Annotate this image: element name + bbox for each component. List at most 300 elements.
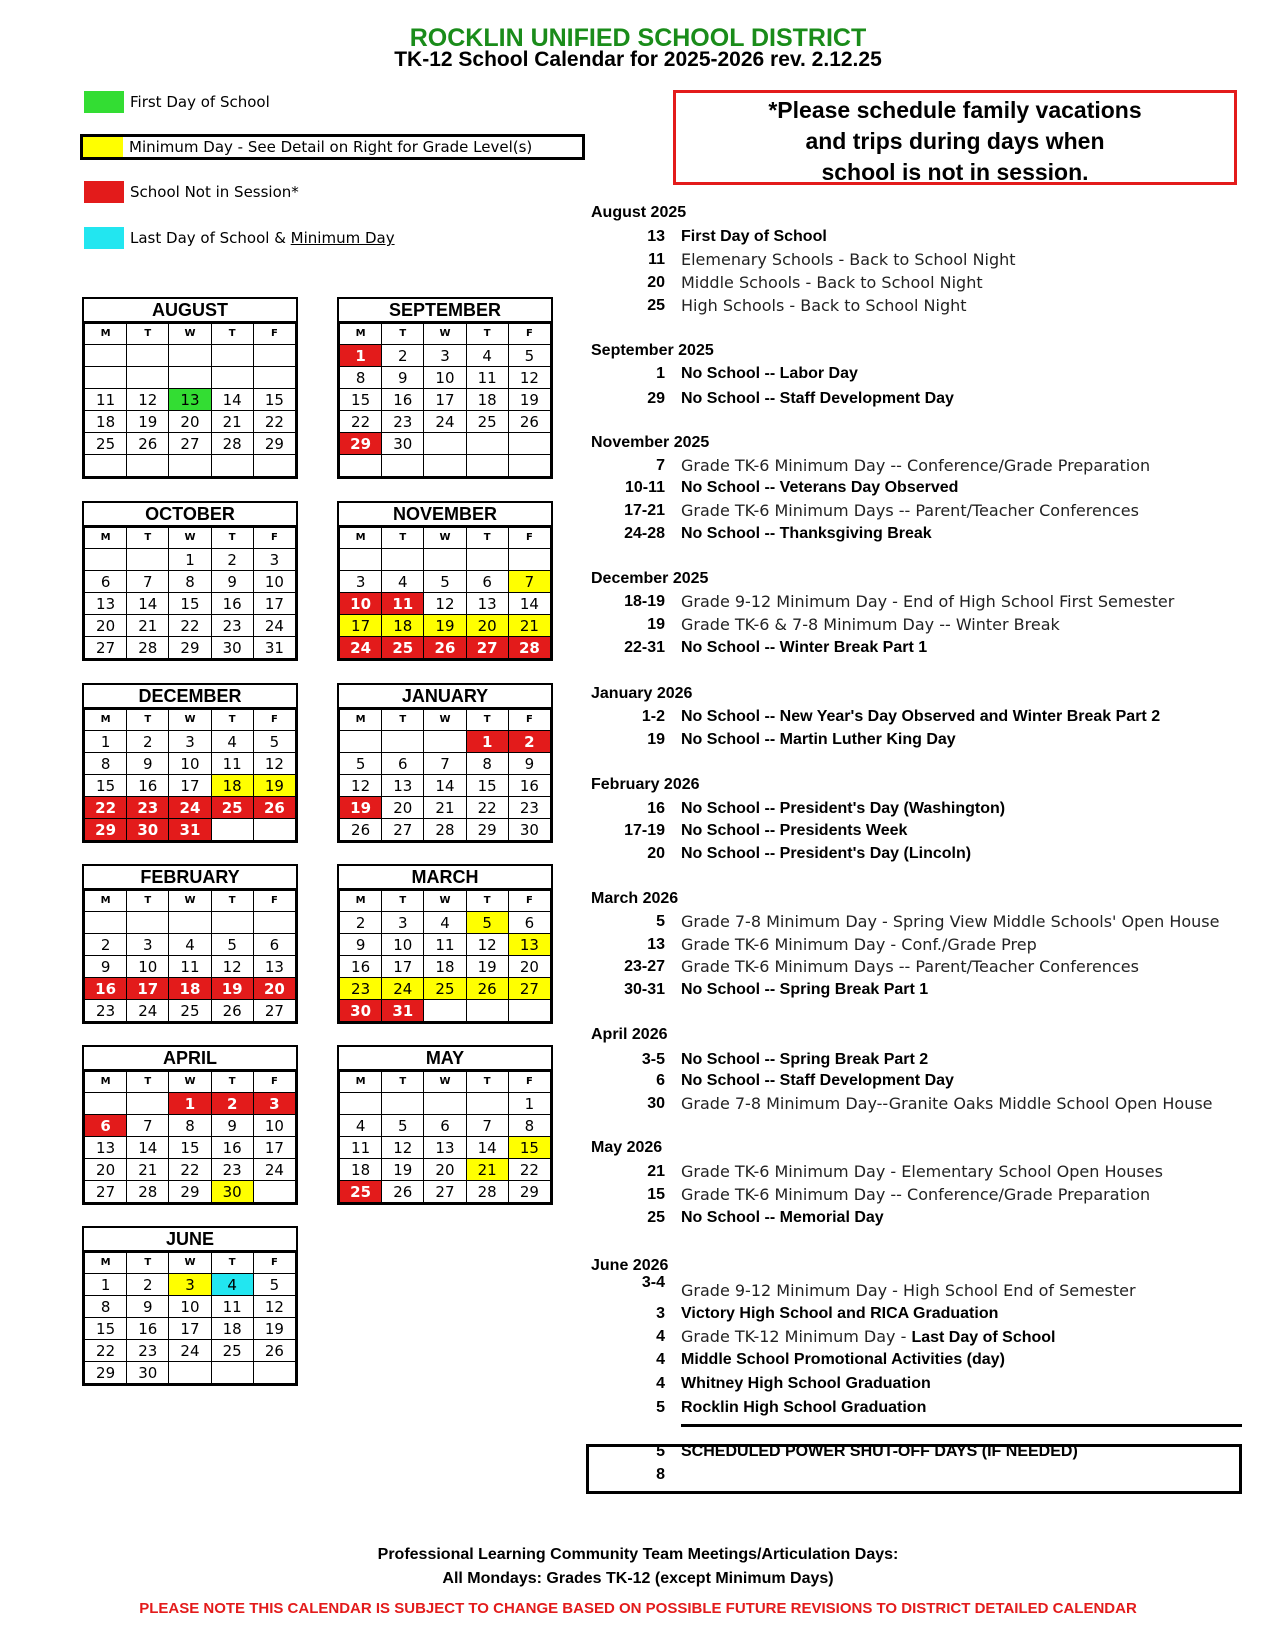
event-row	[591, 1303, 1251, 1325]
day-cell: 7	[127, 571, 169, 593]
day-cell: 28	[424, 819, 466, 841]
event-text: No School -- Staff Development Day	[681, 390, 954, 407]
day-cell: 3	[253, 1093, 295, 1115]
week-row	[85, 1362, 296, 1384]
day-cell: 8	[85, 753, 127, 775]
week-row	[85, 637, 296, 659]
weekday-header: M	[340, 324, 382, 345]
event-text: SCHEDULED POWER SHUT-OFF DAYS (IF NEEDED)	[681, 1443, 1078, 1460]
week-row	[340, 615, 551, 637]
day-cell: 17	[253, 593, 295, 615]
event-month-heading: December 2025	[591, 570, 709, 587]
week-row	[85, 819, 296, 841]
legend-not-in-session-label: School Not in Session*	[130, 183, 299, 201]
day-cell: 1	[169, 549, 211, 571]
day-cell: 9	[85, 956, 127, 978]
empty-day-cell	[85, 912, 127, 934]
calendar-september	[337, 297, 553, 479]
empty-day-cell	[382, 549, 424, 571]
day-cell: 10	[169, 1296, 211, 1318]
day-cell: 4	[424, 912, 466, 934]
day-cell: 22	[253, 411, 295, 433]
day-cell: 24	[169, 797, 211, 819]
event-date: 3-4	[641, 1274, 665, 1291]
day-cell: 30	[508, 819, 550, 841]
empty-day-cell	[127, 455, 169, 477]
event-text: No School -- President's Day (Lincoln)	[681, 845, 972, 862]
week-row	[85, 797, 296, 819]
event-row	[591, 477, 1251, 499]
day-cell: 6	[85, 571, 127, 593]
event-date: 25	[647, 297, 665, 314]
week-row	[85, 411, 296, 433]
week-row	[85, 1093, 296, 1115]
day-cell: 13	[85, 593, 127, 615]
empty-day-cell	[169, 455, 211, 477]
weekday-header: F	[508, 1072, 550, 1093]
day-cell: 15	[340, 389, 382, 411]
day-cell: 26	[382, 1181, 424, 1203]
yellow-swatch	[83, 137, 123, 157]
week-row	[340, 571, 551, 593]
calendar-subtitle: TK-12 School Calendar for 2025-2026 rev. 2.12.25	[394, 48, 882, 71]
day-cell: 25	[211, 797, 253, 819]
weekday-header: T	[382, 891, 424, 912]
empty-day-cell	[85, 345, 127, 367]
event-row	[591, 249, 1251, 271]
day-cell: 22	[85, 797, 127, 819]
day-cell: 17	[169, 775, 211, 797]
day-cell: 17	[169, 1318, 211, 1340]
day-cell: 12	[127, 389, 169, 411]
month-grid	[84, 709, 296, 841]
day-cell: 9	[211, 571, 253, 593]
month-grid	[84, 1071, 296, 1203]
day-cell: 21	[127, 615, 169, 637]
empty-day-cell	[211, 367, 253, 389]
month-grid	[84, 890, 296, 1022]
event-month-heading: June 2026	[591, 1257, 669, 1274]
notice-line-1: *Please schedule family vacations	[768, 97, 1142, 123]
week-row	[340, 1159, 551, 1181]
weekday-header: F	[253, 1253, 295, 1274]
week-row	[85, 1115, 296, 1137]
day-cell: 16	[340, 956, 382, 978]
week-row	[340, 819, 551, 841]
week-row	[340, 934, 551, 956]
day-cell: 10	[382, 934, 424, 956]
day-cell: 29	[85, 819, 127, 841]
day-cell: 14	[127, 593, 169, 615]
event-date: 3-5	[641, 1051, 665, 1068]
event-row	[591, 363, 1251, 385]
day-cell: 27	[382, 819, 424, 841]
empty-day-cell	[340, 549, 382, 571]
event-text: Grade TK-6 Minimum Day - Elementary School Open Houses	[681, 1162, 1163, 1181]
event-date: 29	[647, 390, 665, 407]
day-cell: 14	[508, 593, 550, 615]
day-cell: 2	[85, 934, 127, 956]
day-cell: 4	[382, 571, 424, 593]
week-row	[340, 956, 551, 978]
empty-day-cell	[127, 912, 169, 934]
week-row	[85, 389, 296, 411]
weekday-header: W	[424, 891, 466, 912]
month-name: NOVEMBER	[339, 503, 551, 527]
day-cell: 8	[169, 1115, 211, 1137]
month-grid	[339, 890, 551, 1022]
week-row	[340, 775, 551, 797]
weekday-header: T	[127, 528, 169, 549]
week-row	[85, 571, 296, 593]
day-cell: 16	[211, 593, 253, 615]
empty-day-cell	[253, 345, 295, 367]
calendar-november	[337, 501, 553, 661]
day-cell: 8	[340, 367, 382, 389]
weekday-header: M	[340, 710, 382, 731]
weekday-header: W	[424, 324, 466, 345]
week-row	[340, 1093, 551, 1115]
day-cell: 11	[382, 593, 424, 615]
day-cell: 6	[466, 571, 508, 593]
day-cell: 4	[169, 934, 211, 956]
day-cell: 5	[424, 571, 466, 593]
day-cell: 20	[85, 615, 127, 637]
day-cell: 25	[211, 1340, 253, 1362]
week-row	[340, 1000, 551, 1022]
day-cell: 30	[211, 637, 253, 659]
month-name: FEBRUARY	[84, 866, 296, 890]
day-cell: 1	[508, 1093, 550, 1115]
event-date: 4	[656, 1328, 665, 1345]
month-grid	[339, 1071, 551, 1203]
day-cell: 10	[340, 593, 382, 615]
event-text: Grade TK-6 & 7-8 Minimum Day -- Winter Break	[681, 615, 1060, 634]
day-cell: 25	[424, 978, 466, 1000]
event-row	[591, 295, 1251, 317]
week-row	[85, 1137, 296, 1159]
day-cell: 14	[466, 1137, 508, 1159]
event-row	[591, 1049, 1251, 1071]
event-text: Grade 7-8 Minimum Day - Spring View Middle Schools' Open House	[681, 912, 1220, 931]
weekday-header: M	[85, 324, 127, 345]
weekday-header: T	[127, 1253, 169, 1274]
day-cell: 18	[211, 775, 253, 797]
day-cell: 1	[85, 731, 127, 753]
empty-day-cell	[424, 455, 466, 477]
weekday-header: T	[211, 1253, 253, 1274]
event-date: 19	[647, 616, 665, 633]
empty-day-cell	[508, 1000, 550, 1022]
weekday-header: W	[424, 1072, 466, 1093]
day-cell: 20	[169, 411, 211, 433]
empty-day-cell	[253, 455, 295, 477]
weekday-header: M	[85, 1072, 127, 1093]
day-cell: 27	[466, 637, 508, 659]
day-cell: 12	[466, 934, 508, 956]
day-cell: 11	[169, 956, 211, 978]
day-cell: 28	[508, 637, 550, 659]
empty-day-cell	[466, 455, 508, 477]
empty-day-cell	[424, 433, 466, 455]
week-row	[85, 367, 296, 389]
day-cell: 27	[508, 978, 550, 1000]
event-row	[591, 523, 1251, 545]
day-cell: 12	[340, 775, 382, 797]
day-cell: 29	[340, 433, 382, 455]
week-row	[85, 775, 296, 797]
day-cell: 30	[340, 1000, 382, 1022]
power-shutoff-box	[586, 1444, 1242, 1494]
vacation-notice	[673, 90, 1237, 185]
week-row	[85, 934, 296, 956]
event-text: No School -- Spring Break Part 1	[681, 981, 929, 998]
weekday-header: T	[466, 324, 508, 345]
day-cell: 22	[169, 1159, 211, 1181]
district-title: ROCKLIN UNIFIED SCHOOL DISTRICT	[409, 24, 867, 52]
day-cell: 9	[340, 934, 382, 956]
week-row	[85, 1318, 296, 1340]
empty-day-cell	[508, 433, 550, 455]
day-cell: 19	[253, 1318, 295, 1340]
week-row	[340, 367, 551, 389]
day-cell: 29	[466, 819, 508, 841]
day-cell: 18	[340, 1159, 382, 1181]
event-row	[591, 1161, 1251, 1183]
weekday-header: T	[211, 528, 253, 549]
day-cell: 14	[127, 1137, 169, 1159]
weekday-header: T	[127, 324, 169, 345]
day-cell: 20	[85, 1159, 127, 1181]
legend-last-day	[84, 227, 395, 249]
day-cell: 19	[340, 797, 382, 819]
day-cell: 9	[127, 1296, 169, 1318]
event-date: 8	[656, 1466, 665, 1483]
event-date: 18-19	[624, 593, 665, 610]
day-cell: 26	[508, 411, 550, 433]
day-cell: 15	[508, 1137, 550, 1159]
weekday-header: F	[253, 324, 295, 345]
week-row	[85, 1181, 296, 1203]
week-row	[85, 433, 296, 455]
event-date: 15	[647, 1186, 665, 1203]
week-row	[85, 1159, 296, 1181]
day-cell: 28	[127, 637, 169, 659]
day-cell: 24	[253, 615, 295, 637]
weekday-header: T	[127, 891, 169, 912]
weekday-header: M	[85, 528, 127, 549]
empty-day-cell	[466, 1000, 508, 1022]
week-row	[85, 549, 296, 571]
plc-meetings-detail: All Mondays: Grades TK-12 (except Minimum Days)	[442, 1570, 834, 1587]
event-row	[591, 1184, 1251, 1206]
event-date: 16	[647, 800, 665, 817]
event-text: Middle School Promotional Activities (day)	[681, 1351, 1005, 1368]
empty-day-cell	[253, 912, 295, 934]
weekday-header: T	[466, 710, 508, 731]
day-cell: 16	[85, 978, 127, 1000]
weekday-header: M	[340, 891, 382, 912]
event-date: 22-31	[624, 639, 665, 656]
day-cell: 11	[211, 1296, 253, 1318]
day-cell: 10	[424, 367, 466, 389]
event-row	[591, 1373, 1251, 1395]
day-cell: 10	[253, 1115, 295, 1137]
day-cell: 21	[424, 797, 466, 819]
day-cell: 27	[424, 1181, 466, 1203]
day-cell: 19	[508, 389, 550, 411]
week-row	[85, 1340, 296, 1362]
day-cell: 18	[211, 1318, 253, 1340]
event-date: 25	[647, 1209, 665, 1226]
weekday-header: W	[169, 324, 211, 345]
week-row	[340, 411, 551, 433]
day-cell: 23	[211, 615, 253, 637]
weekday-header: F	[508, 324, 550, 345]
day-cell: 5	[211, 934, 253, 956]
day-cell: 9	[211, 1115, 253, 1137]
event-date: 3	[656, 1305, 665, 1322]
day-cell: 2	[211, 1093, 253, 1115]
day-cell: 29	[169, 1181, 211, 1203]
day-cell: 9	[127, 753, 169, 775]
day-cell: 25	[340, 1181, 382, 1203]
day-cell: 4	[211, 731, 253, 753]
day-cell: 19	[424, 615, 466, 637]
day-cell: 25	[382, 637, 424, 659]
event-text: Grade TK-6 Minimum Days -- Parent/Teacher Conferences	[681, 501, 1139, 520]
calendar-june	[82, 1226, 298, 1386]
week-row	[340, 455, 551, 477]
event-row	[591, 1070, 1251, 1092]
day-cell: 19	[127, 411, 169, 433]
divider-line	[681, 1424, 1242, 1427]
day-cell: 9	[382, 367, 424, 389]
day-cell: 29	[85, 1362, 127, 1384]
month-grid	[339, 709, 551, 841]
red-swatch	[84, 181, 124, 203]
day-cell: 3	[127, 934, 169, 956]
event-text: High Schools - Back to School Night	[681, 296, 967, 315]
event-row	[591, 820, 1251, 842]
legend-last-day-label: Last Day of School & Minimum Day	[130, 229, 395, 247]
weekday-header: W	[169, 1072, 211, 1093]
day-cell: 10	[127, 956, 169, 978]
calendar-march	[337, 864, 553, 1024]
day-cell: 31	[169, 819, 211, 841]
event-date: 13	[647, 936, 665, 953]
weekday-header: T	[466, 891, 508, 912]
day-cell: 6	[508, 912, 550, 934]
day-cell: 23	[382, 411, 424, 433]
weekday-header: T	[127, 1072, 169, 1093]
day-cell: 30	[127, 1362, 169, 1384]
day-cell: 27	[85, 637, 127, 659]
day-cell: 5	[382, 1115, 424, 1137]
empty-day-cell	[211, 912, 253, 934]
day-cell: 24	[127, 1000, 169, 1022]
calendar-october	[82, 501, 298, 661]
day-cell: 3	[253, 549, 295, 571]
weekday-header: M	[340, 528, 382, 549]
event-month-heading: February 2026	[591, 776, 700, 793]
day-cell: 16	[127, 1318, 169, 1340]
weekday-header: W	[169, 1253, 211, 1274]
event-month-heading: January 2026	[591, 685, 693, 702]
empty-day-cell	[340, 731, 382, 753]
event-row	[591, 591, 1251, 613]
event-date: 13	[647, 228, 665, 245]
event-month-heading: March 2026	[591, 890, 679, 907]
week-row	[85, 455, 296, 477]
empty-day-cell	[211, 455, 253, 477]
day-cell: 23	[508, 797, 550, 819]
day-cell: 15	[169, 593, 211, 615]
weekday-header: T	[127, 710, 169, 731]
cyan-swatch	[84, 227, 124, 249]
week-row	[85, 731, 296, 753]
month-name: JANUARY	[339, 685, 551, 709]
day-cell: 2	[127, 1274, 169, 1296]
month-name: AUGUST	[84, 299, 296, 323]
day-cell: 17	[127, 978, 169, 1000]
day-cell: 30	[382, 433, 424, 455]
day-cell: 16	[382, 389, 424, 411]
event-text: Grade 7-8 Minimum Day--Granite Oaks Middle School Open House	[681, 1094, 1213, 1113]
day-cell: 23	[85, 1000, 127, 1022]
event-date: 19	[647, 731, 665, 748]
event-row	[591, 637, 1251, 659]
empty-day-cell	[169, 1362, 211, 1384]
event-text: Grade 9-12 Minimum Day - End of High School First Semester	[681, 592, 1175, 611]
day-cell: 28	[466, 1181, 508, 1203]
event-row	[591, 1272, 1251, 1300]
day-cell: 19	[382, 1159, 424, 1181]
weekday-header: M	[85, 1253, 127, 1274]
day-cell: 12	[253, 1296, 295, 1318]
event-date: 30-31	[624, 981, 665, 998]
empty-day-cell	[424, 549, 466, 571]
day-cell: 21	[211, 411, 253, 433]
event-text: Grade 9-12 Minimum Day - High School End of Semester	[681, 1281, 1136, 1300]
day-cell: 6	[424, 1115, 466, 1137]
day-cell: 12	[382, 1137, 424, 1159]
legend-minimum-day	[80, 134, 585, 160]
event-text: No School -- Martin Luther King Day	[681, 731, 956, 748]
weekday-header: W	[424, 528, 466, 549]
empty-day-cell	[466, 1093, 508, 1115]
day-cell: 3	[382, 912, 424, 934]
day-cell: 4	[211, 1274, 253, 1296]
day-cell: 28	[211, 433, 253, 455]
empty-day-cell	[382, 731, 424, 753]
day-cell: 6	[382, 753, 424, 775]
empty-day-cell	[424, 1093, 466, 1115]
day-cell: 7	[424, 753, 466, 775]
event-month-heading: September 2025	[591, 342, 714, 359]
day-cell: 9	[508, 753, 550, 775]
empty-day-cell	[508, 455, 550, 477]
calendar-april	[82, 1045, 298, 1205]
day-cell: 11	[211, 753, 253, 775]
month-name: JUNE	[84, 1228, 296, 1252]
day-cell: 26	[127, 433, 169, 455]
day-cell: 13	[169, 389, 211, 411]
empty-day-cell	[85, 1093, 127, 1115]
day-cell: 20	[466, 615, 508, 637]
day-cell: 24	[340, 637, 382, 659]
calendar-august	[82, 297, 298, 479]
